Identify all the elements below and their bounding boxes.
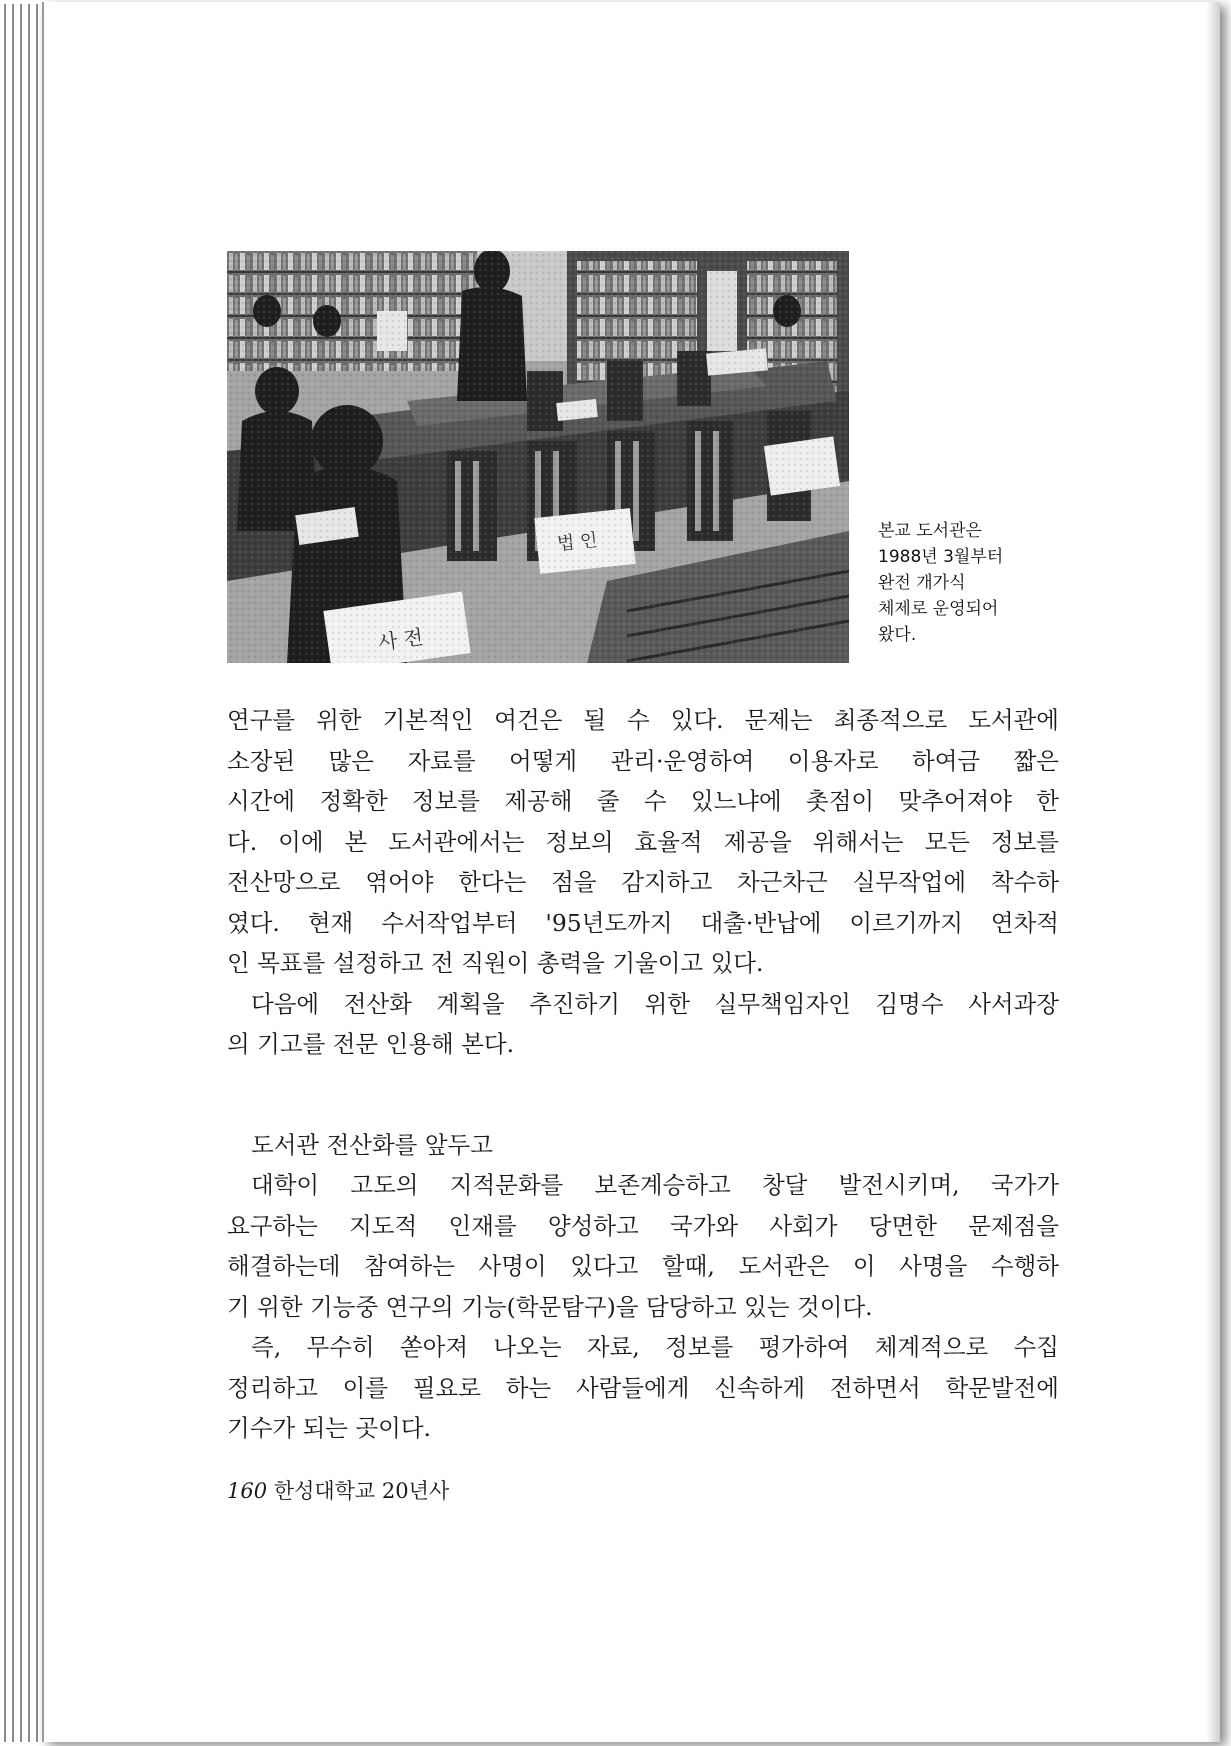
text-line: 다. 이에 본 도서관에서는 정보의 효율적 제공을 위해서는 모든 정보를 xyxy=(227,827,1059,856)
text-line: 소장된 많은 자료를 어떻게 관리·운영하여 이용자로 하여금 짧은 xyxy=(227,746,1059,775)
text-line: 정리하고 이를 필요로 하는 사람들에게 신속하게 전하면서 학문발전에 xyxy=(227,1373,1059,1402)
book-title: 한성대학교 20년사 xyxy=(273,1479,450,1503)
text-line: 연구를 위한 기본적인 여건은 될 수 있다. 문제는 최종적으로 도서관에 xyxy=(227,706,1059,734)
text-line: 해결하는데 참여하는 사명이 있다고 할때, 도서관은 이 사명을 수행하 xyxy=(227,1252,1059,1280)
section-heading: 도서관 전산화를 앞두고 xyxy=(251,1130,493,1159)
caption-line: 체제로 운영되어 xyxy=(878,599,999,619)
paragraph-3 xyxy=(227,1165,1059,1327)
caption-line: 본교 도서관은 xyxy=(878,521,982,541)
text-line: 였다. 현재 수서작업부터 '95년도까지 대출·반납에 이르기까지 연차적 xyxy=(227,908,1059,937)
photo-caption xyxy=(878,518,1058,648)
caption-line: 1988년 3월부터 xyxy=(878,547,1004,567)
text-line: 즉, 무수히 쏟아져 나오는 자료, 정보를 평가하여 체계적으로 수집 xyxy=(251,1333,1059,1361)
library-reading-room-photo xyxy=(227,251,849,663)
text-line: 전산망으로 엮어야 한다는 점을 감지하고 차근차근 실무작업에 착수하 xyxy=(227,868,1059,896)
paragraph-4 xyxy=(227,1327,1059,1449)
caption-line: 완전 개가식 xyxy=(878,573,966,593)
text-line: 인 목표를 설정하고 전 직원이 총력을 기울이고 있다. xyxy=(227,949,764,977)
page-number: 160 xyxy=(227,1479,268,1503)
text-line: 기수가 되는 곳이다. xyxy=(227,1414,432,1442)
text-line: 다음에 전산화 계획을 추진하기 위한 실무책임자인 김명수 사서과장 xyxy=(251,989,1059,1018)
body-text xyxy=(227,700,1059,1449)
text-line: 의 기고를 전문 인용해 본다. xyxy=(227,1030,515,1058)
text-line: 요구하는 지도적 인재를 양성하고 국가와 사회가 당면한 문제점을 xyxy=(227,1211,1059,1240)
paragraph-1 xyxy=(227,700,1059,984)
page-right-shade xyxy=(1206,2,1220,1742)
text-line: 대학이 고도의 지적문화를 보존계승하고 창달 발전시키며, 국가가 xyxy=(251,1171,1059,1199)
library-photo xyxy=(227,251,849,663)
text-line: 시간에 정확한 정보를 제공해 줄 수 있느냐에 촛점이 맞추어져야 한 xyxy=(227,787,1059,815)
text-line: 기 위한 기능중 연구의 기능(학문탐구)을 담당하고 있는 것이다. xyxy=(227,1292,873,1321)
page-edges xyxy=(4,4,44,1742)
paragraph-2 xyxy=(227,984,1059,1065)
page-footer xyxy=(227,1475,449,1505)
caption-line: 왔다. xyxy=(878,625,917,645)
